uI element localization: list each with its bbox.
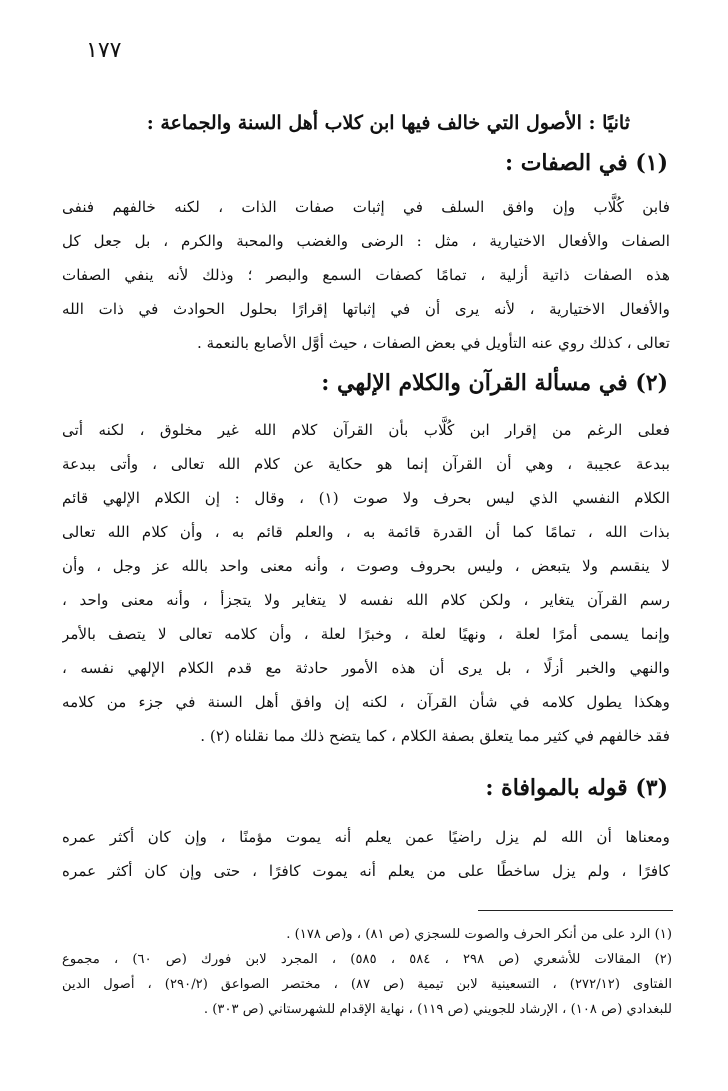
text-line: تعالى ، كذلك روي عنه التأويل في بعض الصفات ، حيث أوَّل الأصابع بالنعمة . [197,334,670,352]
text-line: كافرًا ، ولم يزل ساخطًا على من يعلم أنه يموت كافرًا ، حتى وإن كان أكثر عمره [62,862,670,880]
subsection-heading: (١) في الصفات : [504,150,668,176]
section-title: ثانيًا : الأصول التي خالف فيها ابن كلاب أهل السنة والجماعة : [146,112,630,134]
text-line: والنهي والخبر أزلًا ، بل يرى أن هذه الأمور حادثة مع قدم الكلام الإلهي نفسه ، [62,659,670,677]
text-line: بذات الله ، تمامًا كما أن القدرة قائمة به ، والعلم قائم به ، وأن كلام الله تعالى [62,523,670,541]
text-line: وإنما يسمى أمرًا لعلة ، ونهيًا لعلة ، وخبرًا لعلة ، وأن كلامه تعالى لا يتصف بالأمر [62,625,670,643]
footnote-line: (٢) المقالات للأشعري (ص ٢٩٨ ، ٥٨٤ ، ٥٨٥) ، المجرد لابن فورك (ص ٦٠) ، مجموع [62,952,672,967]
footnote-line: (١) الرد على من أنكر الحرف والصوت للسجزي (ص ٨١) ، و(ص ١٧٨) . [286,927,672,942]
text-line: فابن كُلَّاب وإن وافق السلف في إثبات صفات الذات ، لكنه خالفهم فنفى [62,198,670,216]
footnote-line: للبغدادي (ص ١٠٨) ، الإرشاد للجويني (ص ١١٩) ، نهاية الإقدام للشهرستاني (ص ٣٠٣) . [203,1002,672,1017]
footnote-divider [478,910,673,911]
paragraph [62,820,670,888]
subsection-heading: (٢) في مسألة القرآن والكلام الإلهي : [321,370,668,396]
text-line: والأفعال الاختيارية ، لأنه يرى أن في إثباتها إقرارًا بحلول الحوادث في ذات الله [62,300,670,318]
footnotes [62,922,672,1022]
text-line: فعلى الرغم من إقرار ابن كُلَّاب بأن القرآن كلام الله غير مخلوق ، لكنه أتى [62,421,670,439]
text-line: فقد خالفهم في كثير مما يتعلق بصفة الكلام ، كما يتضح ذلك مما نقلناه (٢) . [200,727,670,745]
paragraph [62,190,670,360]
text-line: الكلام النفسي الذي ليس بحرف ولا صوت (١) ، وقال : إن الكلام الإلهي قائم [62,489,670,507]
text-line: ببدعة عجيبة ، وهي أن القرآن إنما هو حكاية عن كلام الله تعالى ، وأتى ببدعة [62,455,670,473]
subsection-heading: (٣) قوله بالموافاة : [485,775,668,801]
text-line: لا ينقسم ولا يتبعض ، وليس بحروف وصوت ، وأنه معنى واحد بالله عز وجل ، وأن [62,557,670,575]
text-line: الصفات والأفعال الاختيارية ، مثل : الرضى والغضب والمحبة والكرم ، بل جعل كل [62,232,670,250]
text-line: هذه الصفات ذاتية أزلية ، تمامًا كصفات السمع والبصر ؛ وذلك لأنه ينفي الصفات [62,266,670,284]
text-line: وهكذا يطول كلامه في شأن القرآن ، لكنه إن وافق أهل السنة في جزء من كلامه [62,693,670,711]
text-line: ومعناها أن الله لم يزل راضيًا عمن يعلم أنه يموت مؤمنًا ، وإن كان أكثر عمره [62,828,670,846]
page-number: ١٧٧ [86,38,122,63]
text-line: رسم القرآن يتغاير ، ولكن كلام الله نفسه لا يتغاير ولا يتجزأ ، وأنه معنى واحد ، [62,591,670,609]
footnote-line: الفتاوى (٢٧٢/١٢) ، التسعينية لابن تيمية (ص ٨٧) ، مختصر الصواعق (٢٩٠/٢) ، أصول الدين [62,977,672,992]
paragraph [62,413,670,753]
